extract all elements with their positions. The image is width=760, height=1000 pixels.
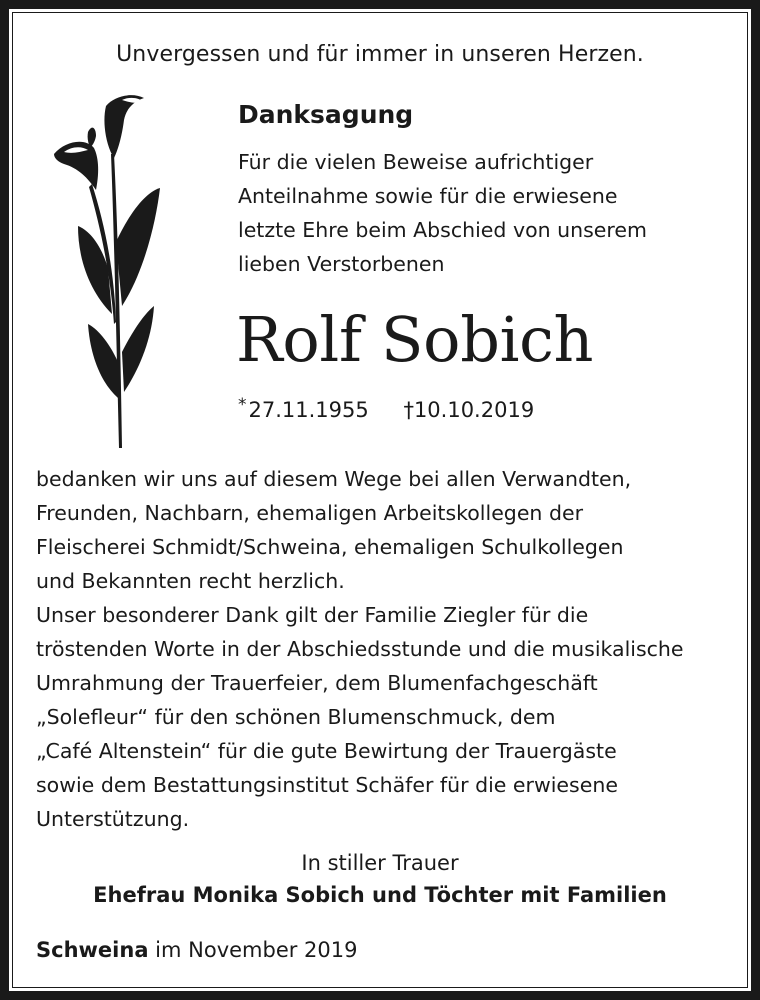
body-line: „Solefleur“ für den schönen Blumenschmuck, dem <box>36 705 556 729</box>
body-line: bedanken wir uns auf diesem Wege bei allen Verwandten, <box>36 467 632 491</box>
body-line: tröstenden Worte in der Abschiedsstunde und die musikalische <box>36 637 684 661</box>
intro-text <box>238 145 738 281</box>
birth-symbol: * <box>238 395 247 415</box>
intro-line: Für die vielen Beweise aufrichtiger <box>238 150 594 174</box>
thanks-body <box>36 462 736 836</box>
place-and-date <box>36 938 358 962</box>
signoff-line: In stiller Trauer <box>301 851 459 875</box>
deceased-name: Rolf Sobich <box>236 303 594 376</box>
calla-lily-icon <box>48 92 164 448</box>
body-line: Freunden, Nachbarn, ehemaligen Arbeitskollegen der <box>36 501 583 525</box>
death-symbol: † <box>403 398 414 422</box>
body-line: Unser besonderer Dank gilt der Familie Ziegler für die <box>36 603 589 627</box>
body-line: Unterstützung. <box>36 807 190 831</box>
birth-date: 27.11.1955 <box>248 398 369 422</box>
place-town: Schweina <box>36 938 149 962</box>
place-date: im November 2019 <box>148 938 358 962</box>
motto: Unvergessen und für immer in unseren Herzen. <box>116 42 644 67</box>
death-date: 10.10.2019 <box>413 398 535 422</box>
heading: Danksagung <box>238 100 414 129</box>
life-dates <box>238 395 535 422</box>
body-line: Umrahmung der Trauerfeier, dem Blumenfachgeschäft <box>36 671 598 695</box>
mourners: Ehefrau Monika Sobich und Töchter mit Familien <box>93 883 667 907</box>
intro-line: letzte Ehre beim Abschied von unserem <box>238 218 647 242</box>
body-line: und Bekannten recht herzlich. <box>36 569 345 593</box>
body-line: Fleischerei Schmidt/Schweina, ehemaligen Schulkollegen <box>36 535 624 559</box>
intro-line: lieben Verstorbenen <box>238 252 445 276</box>
intro-line: Anteilnahme sowie für die erwiesene <box>238 184 618 208</box>
body-line: „Café Altenstein“ für die gute Bewirtung der Trauergäste <box>36 739 617 763</box>
body-line: sowie dem Bestattungsinstitut Schäfer für die erwiesene <box>36 773 618 797</box>
